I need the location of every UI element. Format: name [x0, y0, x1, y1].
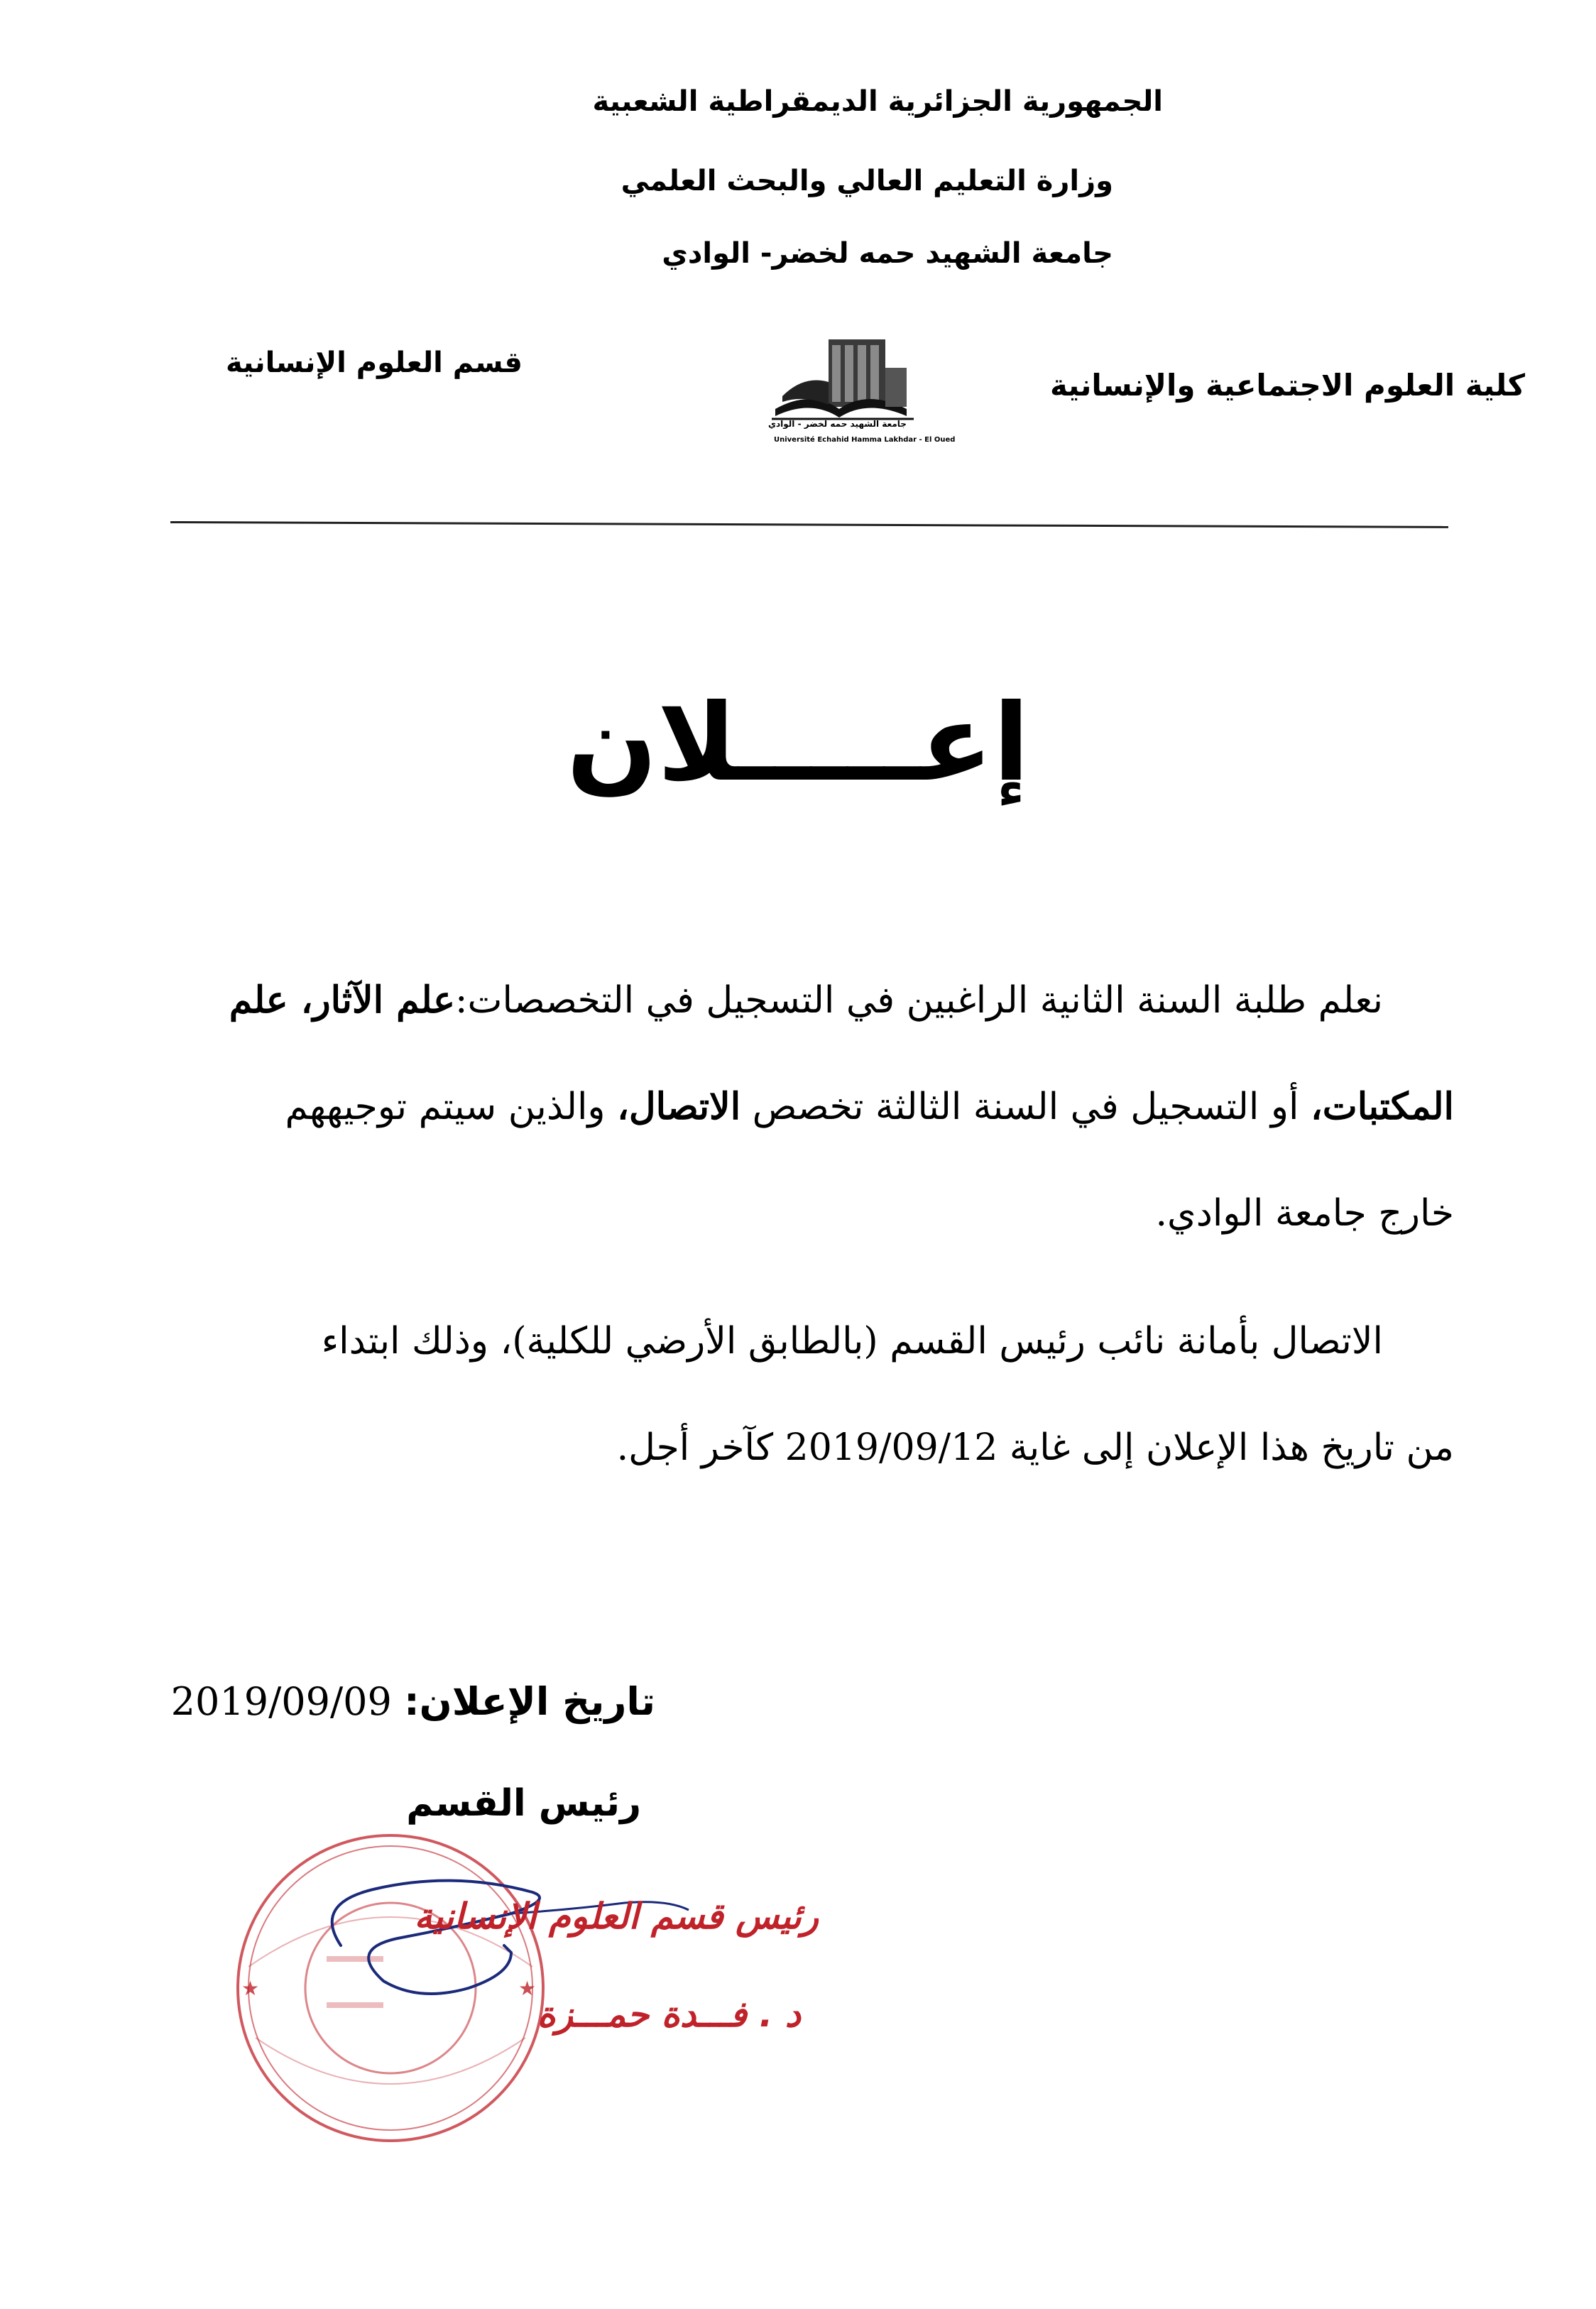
faculty-name: كلية العلوم الاجتماعية والإنسانية — [1050, 368, 1525, 403]
p1-line2-text: أو التسجيل في السنة الثالثة تخصص — [740, 1086, 1311, 1128]
svg-text:★: ★ — [241, 1977, 260, 2000]
p1-line1-specialties: علم الآثار، علم — [229, 978, 456, 1022]
p1-line2-text-end: والذين سيتم توجيههم — [285, 1086, 618, 1128]
ministry-name: وزارة التعليم العالي والبحث العلمي — [621, 165, 1113, 197]
p1-line2-communication: الاتصال، — [617, 1085, 741, 1128]
department-head-title: رئيس القسم — [406, 1782, 641, 1825]
date-value: 2019/09/09 — [170, 1679, 392, 1724]
paragraph-1-line-3: خارج جامعة الوادي. — [1155, 1192, 1454, 1235]
department-name: قسم العلوم الإنسانية — [226, 346, 523, 379]
stamp-title: رئيس قسم العلوم الإنسانية — [414, 1896, 819, 1937]
svg-text:★: ★ — [518, 1977, 537, 2000]
country-name: الجمهورية الجزائرية الديمقراطية الشعبية — [592, 85, 1163, 118]
p1-line2-libraries: المكتبات، — [1310, 1085, 1454, 1128]
header-divider — [170, 521, 1448, 528]
logo-caption-latin: Université Echahid Hamma Lakhdar - El Oued — [774, 436, 956, 444]
stamp-name: د . فـــدة حمـــزة — [537, 1994, 801, 2035]
paragraph-2-line-2: من تاريخ هذا الإعلان إلى غاية 2019/09/12 كآخر أجل. — [616, 1426, 1454, 1469]
date-label: تاريخ الإعلان: — [404, 1679, 655, 1724]
p1-line1-text: نعلم طلبة السنة الثانية الراغبين في التسجيل في التخصصات: — [455, 979, 1383, 1022]
paragraph-1 — [34, 976, 1454, 1296]
logo-caption-arabic: جامعة الشهيد حمه لخضر - الوادي — [768, 419, 907, 429]
paragraph-1-line-1 — [34, 976, 1383, 1083]
announcement-title: إعـــــلان — [566, 682, 1030, 805]
paragraph-1-line-2 — [34, 1083, 1454, 1189]
paragraph-2-line-1: الاتصال بأمانة نائب رئيس القسم (بالطابق الأرضي للكلية)، وذلك ابتداء — [321, 1320, 1383, 1363]
announcement-date — [171, 1679, 655, 1724]
university-name: جامعة الشهيد حمه لخضر- الوادي — [662, 237, 1113, 270]
paragraph-2 — [48, 1317, 1454, 1530]
